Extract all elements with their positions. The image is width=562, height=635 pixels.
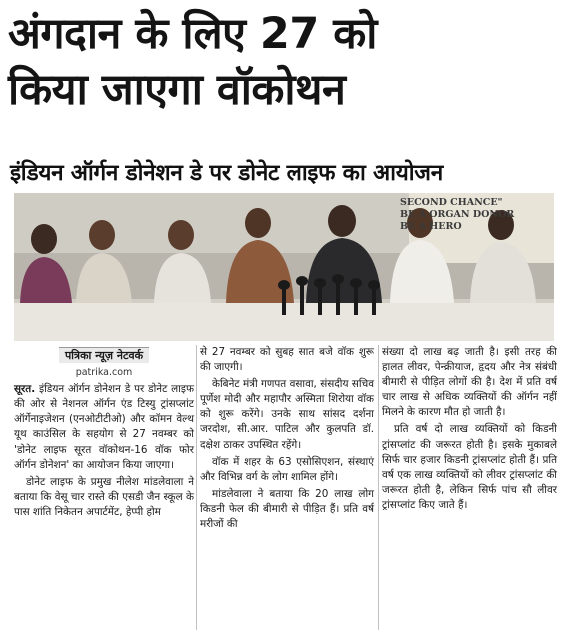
subheadline: इंडियन ऑर्गन डोनेशन डे पर डोनेट लाइफ का आयोजन [10,160,443,186]
paragraph: केबिनेट मंत्री गणपत वसावा, संसदीय सचिव पूर्णेश मोदी और महापौर अस्मिता शिरोया वॉक को शुरू करेंगे। उनके साथ सांसद दर्शना जरदोश, सी.आर. पाटिल और कुलपति डॉ. दक्षेश ठाकर उपस्थित रहेंगे। [200,378,374,451]
paragraph-text: इंडियन ऑर्गन डोनेशन डे पर डोनेट लाइफ की ओर से नेशनल ऑर्गन एंड टिस्यु ट्रांसप्लांट ऑर्गेनाइजेशन (एनओटीटीओ) और कॉमन वेल्थ यूथ काउंसिल के सहयोग से 27 नवम्बर को 'डोनेट लाइफ सूरत वॉकोथन-16 वॉक फोर ऑर्गन डोनेशन' का आयोजन किया जाएगा। [14,383,194,471]
banner-line-1: SECOND CHANCE" [400,197,503,208]
dateline: सूरत. [14,383,36,396]
article-column-2 [200,345,374,534]
headline-line-1: अंगदान के लिए 27 को [8,9,377,59]
paragraph: वॉक में शहर के 63 एसोसिएशन, संस्थाएं और विभिन्न वर्ग के लोग शामिल होंगे। [200,455,374,483]
byline-email: patrika.com [75,367,133,379]
article-column-1 [14,345,194,522]
paragraph: मांडलेवाला ने बताया कि 20 लाख लोग किडनी फेल की बीमारी से पीड़ित हैं। प्रति वर्ष मरीजों की [200,487,374,531]
column-divider [196,345,197,630]
paragraph: संख्या दो लाख बढ़ जाती है। इसी तरह की हालत लीवर, पेन्क्रीयाज, हृदय और नेत्र संबंधी बीमारी से पीड़ित लोगों की है। देश में प्रति वर्ष चार लाख से अधिक व्यक्तियों की ऑर्गन नहीं मिलने के कारण मौत हो जाती है। [382,346,557,419]
headline-line-2: किया जाएगा वॉकोथन [8,65,346,115]
paragraph: से 27 नवम्बर को सुबह सात बजे वॉक शुरू की जाएगी। [200,346,374,374]
paragraph: डोनेट लाइफ के प्रमुख नीलेश मांडलेवाला ने बताया कि वेसू चार रास्ते की एसडी जैन स्कूल के पास शांति निकेतन अपार्टमेंट, हेप्पी होम [14,475,194,518]
banner-line-2: BE A ORGAN DONOR [400,209,515,220]
byline-box [14,345,194,380]
banner-line-3: BE A HERO [400,221,462,232]
column-divider [378,345,379,630]
headline [8,6,556,118]
article-body [14,345,557,635]
photo-banner [400,197,550,233]
byline: पत्रिका न्यूज़ नेटवर्क [59,347,149,363]
paragraph [14,382,194,473]
news-photo [14,193,554,341]
article-column-3 [382,345,557,515]
paragraph: प्रति वर्ष दो लाख व्यक्तियों को किडनी ट्रांसप्लांट की जरूरत होती है। इसके मुकाबले सिर्फ चार हजार किडनी ट्रांसप्लांट होती हैं। प्रति वर्ष एक लाख व्यक्तियों को लीवर ट्रांसप्लांट की जरूरत होती है, लेकिन सिर्फ पांच सौ लीवर ट्रांसप्लांट किए जाते हैं। [382,423,557,511]
